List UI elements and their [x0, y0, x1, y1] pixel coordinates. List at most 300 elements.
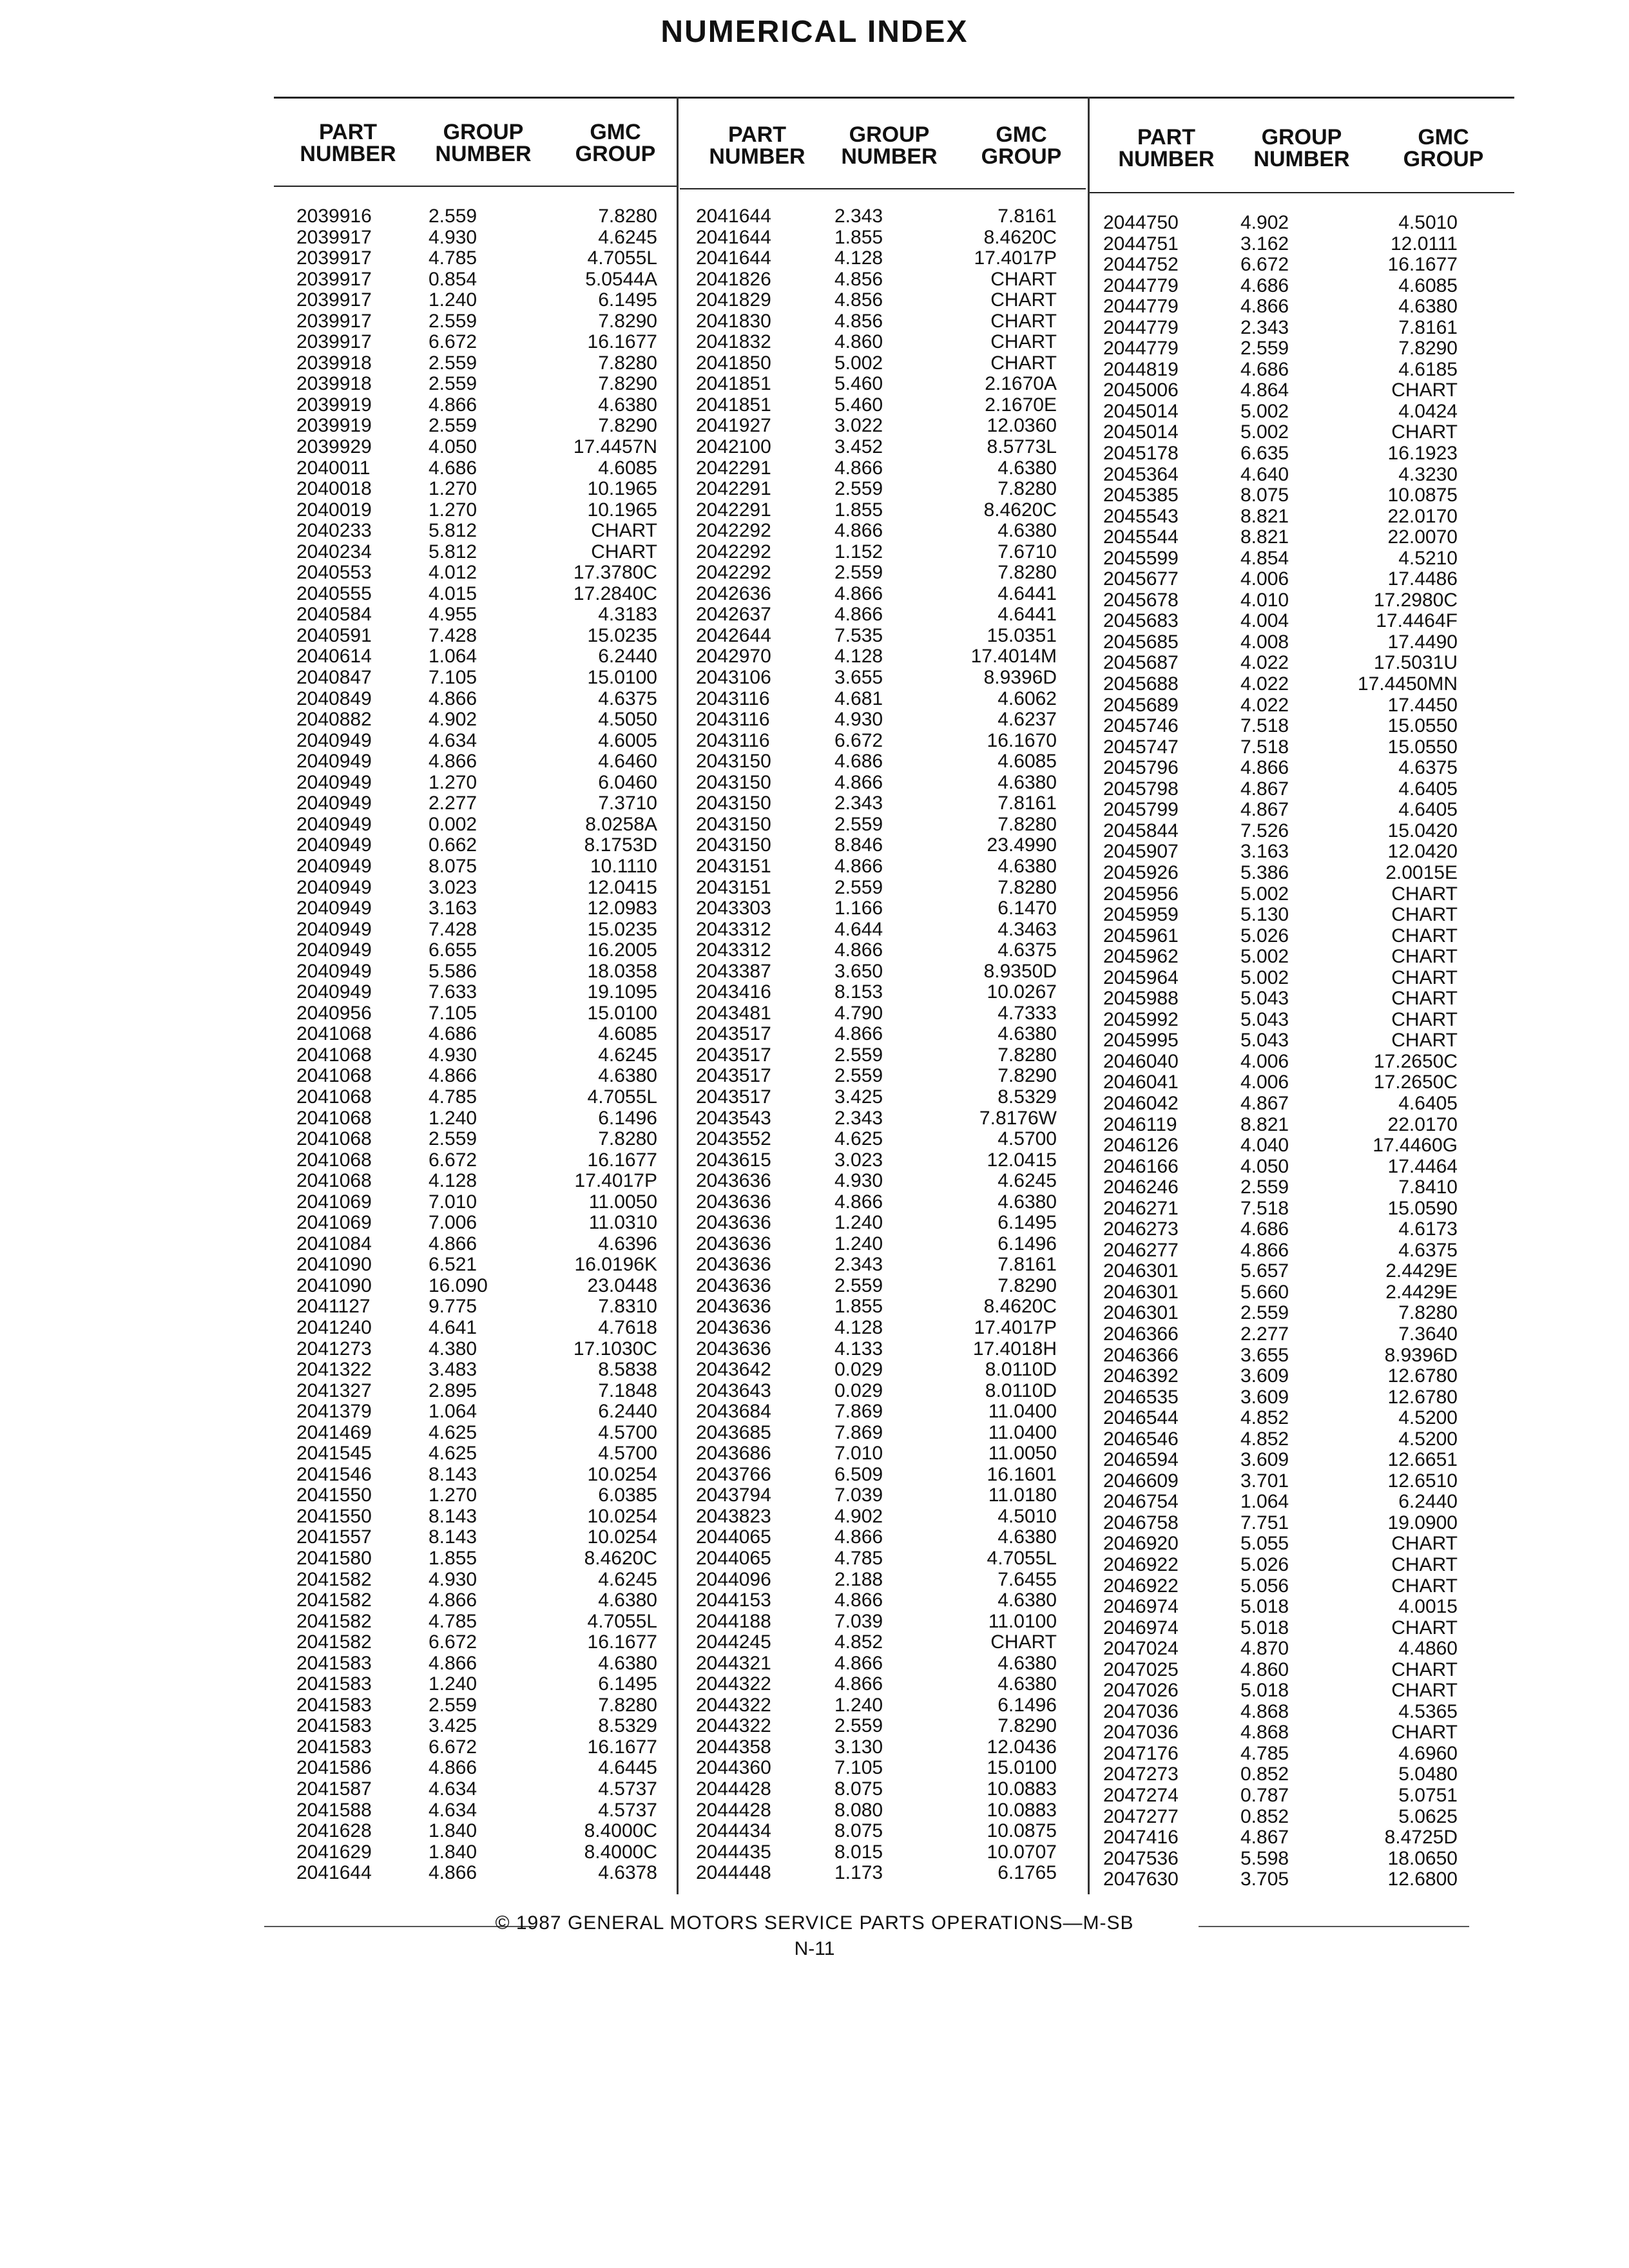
- gmc-group-cell: 4.6441: [998, 582, 1057, 604]
- part-number-cell: 2041068: [296, 1170, 372, 1192]
- group-number-cell: 7.535: [834, 624, 883, 646]
- gmc-group-cell: 2.4429E: [1385, 1260, 1458, 1282]
- gmc-group-cell: 6.0460: [598, 771, 657, 793]
- gmc-group-cell: 10.0267: [987, 981, 1057, 1003]
- group-number-cell: 2.559: [429, 1128, 477, 1150]
- part-number-cell: 2044750: [1103, 212, 1179, 233]
- table-row: [0, 1533, 1482, 1555]
- part-number-cell: 2044779: [1103, 338, 1179, 360]
- group-number-cell: 4.867: [1240, 1827, 1289, 1849]
- group-number-cell: 3.705: [1240, 1869, 1289, 1890]
- gmc-group-cell: CHART: [1391, 925, 1458, 947]
- gmc-group-cell: 5.0544A: [585, 268, 657, 290]
- gmc-group-cell: CHART: [1391, 946, 1458, 968]
- part-number-cell: 2040011: [296, 457, 371, 479]
- gmc-group-cell: 4.5737: [598, 1778, 657, 1800]
- group-number-cell: 4.686: [429, 1023, 477, 1045]
- part-number-cell: 2039917: [296, 226, 372, 248]
- part-number-cell: 2044321: [696, 1652, 771, 1674]
- gmc-group-cell: 4.6245: [598, 226, 657, 248]
- table-row: [0, 360, 1482, 381]
- group-number-cell: 4.866: [834, 1191, 883, 1213]
- group-number-cell: 7.010: [429, 1191, 477, 1213]
- gmc-header-line1: GMC: [996, 122, 1047, 147]
- group-number-cell: 3.130: [834, 1736, 883, 1758]
- part-number-cell: 2044065: [696, 1548, 771, 1569]
- group-number-cell: 2.559: [834, 876, 883, 898]
- group-number-cell: 5.026: [1240, 925, 1289, 947]
- gmc-group-cell: 17.4486: [1387, 568, 1458, 590]
- group-number-cell: 4.686: [429, 457, 477, 479]
- part-number-cell: 2041273: [296, 1338, 372, 1360]
- gmc-group-cell: 11.0050: [588, 1191, 657, 1213]
- top-rule: [274, 97, 1514, 99]
- group-number-cell: 1.840: [429, 1820, 477, 1842]
- part-number-cell: 2041068: [296, 1149, 372, 1171]
- group-number-cell: 1.270: [429, 499, 477, 521]
- part-number-cell: 2042970: [696, 646, 771, 668]
- part-number-cell: 2041644: [696, 206, 771, 227]
- group-number-cell: 3.650: [834, 960, 883, 982]
- gmc-group-cell: CHART: [990, 289, 1057, 311]
- group-number-cell: 4.686: [1240, 274, 1289, 296]
- part-number-cell: 2046974: [1103, 1596, 1179, 1618]
- group-number-cell: 4.866: [1240, 757, 1289, 779]
- part-number-cell: 2041832: [696, 331, 771, 353]
- group-number-cell: 2.559: [834, 1715, 883, 1737]
- part-number-cell: 2043312: [696, 918, 771, 940]
- header-rule-right: [1089, 192, 1514, 193]
- table-row: [0, 1135, 1482, 1157]
- group-number-cell: 5.043: [1240, 988, 1289, 1010]
- group-number-cell: 4.625: [429, 1443, 477, 1465]
- gmc-group-cell: 11.0310: [588, 1212, 657, 1234]
- part-number-cell: 2045544: [1103, 526, 1179, 548]
- table-row: [0, 548, 1482, 570]
- gmc-group-cell: 7.8280: [998, 1044, 1057, 1066]
- gmc-group-cell: 17.4017P: [974, 1316, 1057, 1338]
- table-row: [0, 1072, 1482, 1093]
- gmc-group-cell: 4.6445: [598, 1757, 657, 1779]
- column-header-2: [680, 124, 1086, 188]
- group-number-cell: 1.855: [834, 499, 883, 521]
- part-number-cell: 2042637: [696, 604, 771, 626]
- gmc-group-cell: CHART: [1391, 1008, 1458, 1030]
- gmc-group-cell: 7.8161: [1398, 316, 1458, 338]
- group-number-cell: 4.902: [1240, 212, 1289, 233]
- gmc-group-cell: 5.0751: [1398, 1785, 1458, 1807]
- gmc-group-cell: 6.1496: [998, 1233, 1057, 1254]
- gmc-group-cell: 6.1495: [998, 1212, 1057, 1234]
- group-header-line1: GROUP: [1261, 125, 1342, 149]
- part-number-cell: 2047274: [1103, 1785, 1179, 1807]
- copyright-footer: © 1987 GENERAL MOTORS SERVICE PARTS OPERATIONS—M-SB: [495, 1912, 1134, 1934]
- gmc-group-cell: 7.6455: [998, 1568, 1057, 1590]
- part-number-cell: 2047273: [1103, 1763, 1179, 1785]
- part-number-cell: 2045844: [1103, 820, 1179, 841]
- gmc-group-cell: 4.6375: [1398, 757, 1458, 779]
- gmc-group-cell: CHART: [1391, 1617, 1458, 1639]
- group-number-cell: 4.050: [429, 436, 477, 458]
- gmc-group-cell: 7.8290: [998, 1274, 1057, 1296]
- gmc-group-cell: 4.6380: [998, 1673, 1057, 1695]
- group-number-cell: 4.785: [429, 1610, 477, 1632]
- table-row: [0, 1450, 1482, 1471]
- group-number-cell: 7.869: [834, 1421, 883, 1443]
- table-row: [0, 1408, 1482, 1429]
- part-number-cell: 2047536: [1103, 1847, 1179, 1869]
- table-row: [0, 255, 1482, 276]
- table-row: [0, 1387, 1482, 1408]
- group-number-cell: 0.029: [834, 1359, 883, 1381]
- group-number-cell: 4.866: [1240, 1239, 1289, 1261]
- group-number-cell: 1.240: [429, 1673, 477, 1695]
- table-row: [0, 1324, 1482, 1345]
- part-number-cell: 2043636: [696, 1233, 771, 1254]
- part-number-cell: 2040882: [296, 709, 372, 731]
- table-row: [0, 1513, 1482, 1534]
- part-number-cell: 2043150: [696, 834, 771, 856]
- gmc-group-cell: 12.6800: [1387, 1869, 1458, 1890]
- group-number-cell: 1.855: [834, 1296, 883, 1318]
- gmc-group-cell: 4.5210: [1398, 547, 1458, 569]
- part-number-cell: 2039917: [296, 289, 372, 311]
- gmc-group-cell: 7.6710: [998, 541, 1057, 562]
- part-number-cell: 2043150: [696, 751, 771, 773]
- gmc-group-cell: 8.5329: [598, 1715, 657, 1737]
- index-column-3: [0, 213, 1482, 1890]
- table-row: [0, 1702, 1482, 1723]
- part-number-cell: 2043312: [696, 939, 771, 961]
- group-number-cell: 4.012: [429, 562, 477, 584]
- gmc-group-cell: 22.0170: [1387, 1113, 1458, 1135]
- gmc-group-cell: 15.0550: [1387, 736, 1458, 758]
- group-number-cell: 4.785: [429, 1086, 477, 1108]
- gmc-group-cell: 7.8161: [998, 793, 1057, 814]
- gmc-group-cell: 6.2440: [598, 1401, 657, 1423]
- part-header-line1: PART: [318, 120, 378, 144]
- part-number-cell: 2046042: [1103, 1092, 1179, 1114]
- gmc-group-cell: 12.6651: [1387, 1449, 1458, 1471]
- table-row: [0, 716, 1482, 737]
- part-number-cell: 2046271: [1103, 1197, 1179, 1219]
- part-number-cell: 2042292: [696, 562, 771, 584]
- gmc-group-cell: 16.1923: [1387, 443, 1458, 465]
- gmc-group-cell: 8.0110D: [985, 1379, 1057, 1401]
- gmc-group-cell: 7.8280: [598, 352, 657, 374]
- group-number-cell: 4.866: [429, 1652, 477, 1674]
- group-number-cell: 4.015: [429, 582, 477, 604]
- part-number-cell: 2041587: [296, 1778, 372, 1800]
- part-number-cell: 2041240: [296, 1316, 372, 1338]
- gmc-group-cell: 19.1095: [587, 981, 657, 1003]
- group-number-cell: 2.559: [1240, 1302, 1289, 1324]
- part-number-cell: 2045687: [1103, 652, 1179, 674]
- part-number-cell: 2041583: [296, 1673, 372, 1695]
- gmc-group-cell: 4.5010: [1398, 212, 1458, 233]
- gmc-group-cell: 10.1110: [590, 855, 657, 877]
- part-number-cell: 2041068: [296, 1065, 372, 1087]
- gmc-group-cell: CHART: [990, 331, 1057, 353]
- gmc-group-cell: 23.4990: [987, 834, 1057, 856]
- gmc-group-cell: 4.6380: [998, 1652, 1057, 1674]
- group-number-cell: 4.634: [429, 1799, 477, 1821]
- group-number-cell: 7.105: [834, 1757, 883, 1779]
- part-number-cell: 2043151: [696, 855, 771, 877]
- gmc-group-cell: 4.7055L: [587, 1086, 657, 1108]
- part-number-cell: 2041583: [296, 1652, 372, 1674]
- group-header-line1: GROUP: [849, 122, 930, 147]
- table-row: [0, 988, 1482, 1010]
- part-number-cell: 2044435: [696, 1841, 771, 1863]
- part-number-cell: 2043636: [696, 1316, 771, 1338]
- part-number-cell: 2041550: [296, 1485, 372, 1506]
- table-row: [0, 380, 1482, 401]
- part-number-cell: 2045364: [1103, 463, 1179, 485]
- gmc-group-cell: 11.0400: [988, 1401, 1057, 1423]
- group-number-cell: 4.006: [1240, 568, 1289, 590]
- group-number-cell: 5.598: [1240, 1847, 1289, 1869]
- part-number-cell: 2045796: [1103, 757, 1179, 779]
- group-number-cell: 4.866: [834, 1652, 883, 1674]
- gmc-group-cell: 4.6380: [598, 1590, 657, 1611]
- part-number-cell: 2040949: [296, 918, 372, 940]
- part-number-cell: 2045926: [1103, 861, 1179, 883]
- group-number-cell: 3.425: [834, 1086, 883, 1108]
- part-number-cell: 2046166: [1103, 1155, 1179, 1177]
- gmc-header-line2: GROUP: [575, 142, 656, 166]
- gmc-group-cell: 11.0180: [988, 1485, 1057, 1506]
- group-number-cell: 6.672: [429, 1149, 477, 1171]
- gmc-group-cell: 4.6375: [1398, 1239, 1458, 1261]
- gmc-group-cell: 10.0875: [1387, 485, 1458, 506]
- gmc-group-cell: 8.4620C: [983, 499, 1057, 521]
- group-number-cell: 7.039: [834, 1610, 883, 1632]
- gmc-header-line1: GMC: [1418, 125, 1469, 149]
- table-row: [0, 968, 1482, 989]
- gmc-group-cell: CHART: [1391, 1554, 1458, 1575]
- table-row: [0, 821, 1482, 842]
- group-number-cell: 7.633: [429, 981, 477, 1003]
- gmc-group-cell: 4.5700: [598, 1443, 657, 1465]
- gmc-group-cell: CHART: [1391, 988, 1458, 1010]
- part-number-cell: 2042100: [696, 436, 771, 458]
- gmc-group-cell: 17.5031U: [1373, 652, 1458, 674]
- gmc-group-cell: 17.2840C: [573, 582, 657, 604]
- part-number-cell: 2042636: [696, 582, 771, 604]
- group-number-cell: 4.852: [1240, 1407, 1289, 1429]
- part-number-cell: 2039917: [296, 268, 372, 290]
- group-number-cell: 2.343: [834, 206, 883, 227]
- gmc-group-cell: CHART: [1391, 1722, 1458, 1744]
- gmc-group-cell: 4.6441: [998, 604, 1057, 626]
- part-number-cell: 2040591: [296, 624, 372, 646]
- part-number-cell: 2042291: [696, 478, 771, 500]
- group-number-cell: 3.483: [429, 1359, 477, 1381]
- part-number-cell: 2044819: [1103, 358, 1179, 380]
- group-number-cell: 5.055: [1240, 1533, 1289, 1555]
- part-number-cell: 2041826: [696, 268, 771, 290]
- group-number-cell: 5.812: [429, 520, 477, 542]
- table-row: [0, 1303, 1482, 1324]
- part-number-cell: 2040234: [296, 541, 372, 562]
- group-number-cell: 4.866: [834, 1023, 883, 1045]
- table-row: [0, 296, 1482, 318]
- group-number-cell: 2.559: [834, 1044, 883, 1066]
- gmc-group-cell: 6.1496: [998, 1694, 1057, 1716]
- table-row: [0, 947, 1482, 968]
- part-number-cell: 2041580: [296, 1548, 372, 1569]
- group-number-cell: 7.428: [429, 918, 477, 940]
- group-number-cell: 7.428: [429, 624, 477, 646]
- gmc-group-cell: 16.2005: [587, 939, 657, 961]
- gmc-group-cell: 7.8161: [998, 206, 1057, 227]
- gmc-group-cell: 12.0420: [1387, 841, 1458, 863]
- part-number-cell: 2043686: [696, 1443, 771, 1465]
- part-number-cell: 2040847: [296, 667, 372, 689]
- group-number-cell: 5.018: [1240, 1596, 1289, 1618]
- gmc-group-cell: 10.0254: [587, 1526, 657, 1548]
- table-row: [0, 1198, 1482, 1220]
- group-number-cell: 5.002: [1240, 966, 1289, 988]
- table-row: [0, 1115, 1482, 1136]
- part-number-cell: 2040614: [296, 646, 372, 668]
- group-number-cell: 2.559: [834, 1274, 883, 1296]
- gmc-group-cell: 8.0110D: [985, 1359, 1057, 1381]
- gmc-group-cell: 17.2650C: [1373, 1050, 1458, 1072]
- group-number-cell: 5.460: [834, 394, 883, 416]
- group-number-cell: 4.790: [834, 1002, 883, 1024]
- gmc-group-cell: 4.7055L: [587, 1610, 657, 1632]
- gmc-group-cell: 8.0258A: [585, 813, 657, 835]
- gmc-group-cell: 8.4620C: [983, 1296, 1057, 1318]
- table-row: [0, 1680, 1482, 1702]
- part-number-cell: 2041550: [296, 1505, 372, 1527]
- part-number-cell: 2041068: [296, 1086, 372, 1108]
- part-number-cell: 2041850: [696, 352, 771, 374]
- group-number-cell: 2.559: [429, 206, 477, 227]
- gmc-group-cell: 7.8280: [598, 1128, 657, 1150]
- group-number-cell: 4.867: [1240, 799, 1289, 821]
- group-number-cell: 1.240: [834, 1694, 883, 1716]
- gmc-group-cell: 7.8290: [998, 1065, 1057, 1087]
- gmc-group-cell: 7.8280: [998, 478, 1057, 500]
- gmc-group-cell: 17.2980C: [1373, 589, 1458, 611]
- group-number-cell: 5.018: [1240, 1617, 1289, 1639]
- group-number-cell: 5.002: [1240, 883, 1289, 905]
- gmc-group-cell: 4.6380: [1398, 296, 1458, 318]
- part-number-cell: 2043552: [696, 1128, 771, 1150]
- group-number-cell: 7.518: [1240, 715, 1289, 737]
- part-number-cell: 2040949: [296, 771, 372, 793]
- gmc-group-cell: 4.6085: [998, 751, 1057, 773]
- group-number-cell: 4.852: [1240, 1428, 1289, 1450]
- group-number-cell: 3.162: [1240, 233, 1289, 255]
- gmc-group-cell: 23.0448: [587, 1274, 657, 1296]
- group-number-cell: 4.866: [429, 687, 477, 709]
- table-row: [0, 443, 1482, 465]
- part-number-cell: 2043685: [696, 1421, 771, 1443]
- group-number-cell: 4.380: [429, 1338, 477, 1360]
- gmc-header-line1: GMC: [590, 120, 641, 144]
- group-number-cell: 4.022: [1240, 694, 1289, 716]
- part-number-cell: 2041582: [296, 1610, 372, 1632]
- part-number-cell: 2043481: [696, 1002, 771, 1024]
- gmc-group-cell: 7.8290: [598, 373, 657, 395]
- gmc-group-cell: 4.6460: [598, 751, 657, 773]
- table-row: [0, 737, 1482, 758]
- gmc-group-cell: 8.5773L: [987, 436, 1057, 458]
- group-number-cell: 4.866: [834, 604, 883, 626]
- group-number-cell: 4.022: [1240, 673, 1289, 695]
- group-number-cell: 4.864: [1240, 380, 1289, 401]
- table-row: [0, 1157, 1482, 1178]
- group-number-cell: 8.821: [1240, 505, 1289, 527]
- group-number-cell: 4.686: [1240, 1218, 1289, 1240]
- part-number-cell: 2039917: [296, 331, 372, 353]
- table-row: [0, 1429, 1482, 1450]
- group-number-cell: 7.526: [1240, 820, 1289, 841]
- part-number-cell: 2044428: [696, 1799, 771, 1821]
- gmc-group-cell: 5.0625: [1398, 1805, 1458, 1827]
- group-number-cell: 4.866: [834, 582, 883, 604]
- gmc-group-cell: 6.1495: [598, 1673, 657, 1695]
- part-number-cell: 2044779: [1103, 296, 1179, 318]
- table-row: [0, 1492, 1482, 1513]
- gmc-group-cell: 4.6185: [1398, 358, 1458, 380]
- group-header-line2: NUMBER: [841, 144, 938, 169]
- gmc-group-cell: 7.8410: [1398, 1177, 1458, 1198]
- group-number-cell: 4.860: [834, 331, 883, 353]
- gmc-group-cell: 6.1496: [598, 1107, 657, 1129]
- part-number-cell: 2041830: [696, 310, 771, 332]
- part-number-cell: 2045988: [1103, 988, 1179, 1010]
- part-number-cell: 2043517: [696, 1065, 771, 1087]
- part-number-cell: 2045014: [1103, 400, 1179, 422]
- part-number-cell: 2044751: [1103, 233, 1179, 255]
- gmc-group-cell: 15.0351: [987, 624, 1057, 646]
- gmc-group-cell: 2.1670A: [985, 373, 1057, 395]
- gmc-group-cell: 4.5010: [998, 1505, 1057, 1527]
- gmc-group-cell: 7.8290: [998, 1715, 1057, 1737]
- gmc-group-cell: 4.6380: [598, 394, 657, 416]
- part-number-cell: 2043543: [696, 1107, 771, 1129]
- part-number-cell: 2040949: [296, 751, 372, 773]
- group-number-cell: 0.852: [1240, 1805, 1289, 1827]
- group-number-cell: 4.870: [1240, 1638, 1289, 1660]
- group-number-cell: 2.343: [834, 1107, 883, 1129]
- group-number-cell: 3.022: [834, 415, 883, 437]
- group-number-cell: 1.064: [429, 1401, 477, 1423]
- gmc-group-cell: 10.0883: [987, 1799, 1057, 1821]
- part-number-cell: 2039916: [296, 206, 372, 227]
- group-number-cell: 3.023: [429, 876, 477, 898]
- group-number-cell: 4.022: [1240, 652, 1289, 674]
- gmc-group-cell: 17.4018H: [972, 1338, 1057, 1360]
- part-number-cell: 2043116: [696, 709, 770, 731]
- part-number-cell: 2041629: [296, 1841, 372, 1863]
- gmc-group-cell: 17.3780C: [573, 562, 657, 584]
- group-number-cell: 9.775: [429, 1296, 477, 1318]
- gmc-group-cell: 4.0424: [1398, 400, 1458, 422]
- part-number-cell: 2045014: [1103, 421, 1179, 443]
- part-number-cell: 2045006: [1103, 380, 1179, 401]
- part-number-cell: 2044188: [696, 1610, 771, 1632]
- group-number-cell: 4.955: [429, 604, 477, 626]
- part-header-line1: PART: [1137, 125, 1196, 149]
- gmc-group-cell: 15.0420: [1387, 820, 1458, 841]
- group-number-cell: 8.821: [1240, 526, 1289, 548]
